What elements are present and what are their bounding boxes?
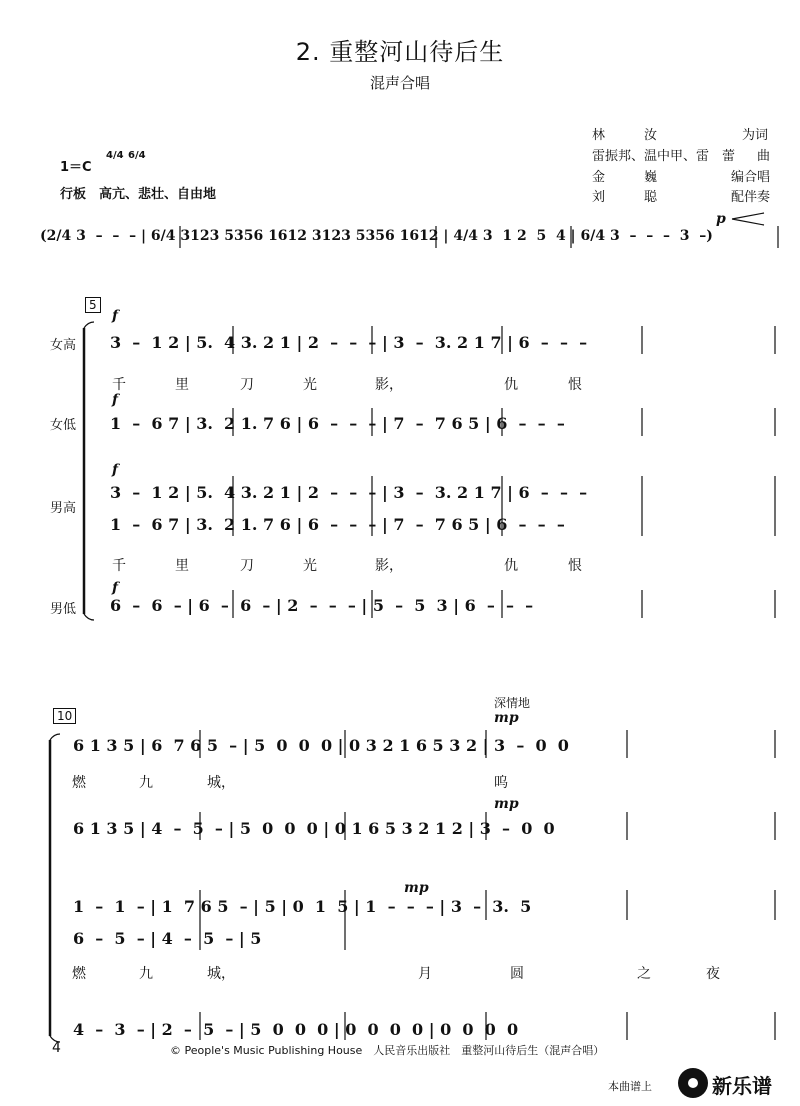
lyric-syllable: 里: [175, 377, 189, 393]
key-signature: 1＝C: [60, 160, 92, 175]
tempo-marking: 行板 高亢、悲壮、自由地: [60, 187, 217, 202]
lyric-syllable: 刀: [240, 558, 254, 574]
lyric-syllable: 影，: [375, 558, 403, 574]
footer-copyright: © People's Music Publishing House 人民音乐出版社 重整河山待后生（混声合唱）: [170, 1044, 605, 1057]
lyricist-name: 林 汝: [592, 128, 658, 143]
lyric-syllable: 九: [139, 775, 153, 791]
lyric-syllable: 之: [637, 966, 651, 982]
lyric-syllable: 燃: [72, 775, 86, 791]
lyricist-role: 为词: [742, 128, 769, 143]
dynamic-mp-tenor: mp: [404, 880, 429, 896]
time-signature-2: 6/4: [128, 150, 146, 161]
tenor-upper-line-1: 3 – 1 2 | 5. 4 3. 2 1 | 2 – – – | 3 – 3. 2 1 7 | 6 – – –: [110, 483, 588, 502]
bass-line-2: 4 – 3 – | 2 – 5 – | 5 0 0 0 | 0 0 0 0 | 0 0 0 0: [73, 1020, 519, 1039]
part-label-tenor: 男高: [50, 501, 77, 516]
composer-name: 雷振邦、温中甲、雷 蕾: [592, 149, 736, 164]
dynamic-f-alto: f: [112, 392, 119, 408]
time-signature-1: 4/4: [106, 150, 124, 161]
dynamic-f-bass: f: [112, 580, 119, 596]
lyric-syllable: 燃: [72, 966, 86, 982]
lyric-syllable: 城，: [207, 966, 235, 982]
part-label-alto: 女低: [50, 418, 77, 433]
part-label-bass: 男低: [50, 602, 77, 617]
tenor-lower-line-2: 6 – 5 – | 4 – 5 – | 5: [73, 929, 262, 948]
lyric-syllable: 城，: [207, 775, 235, 791]
dynamic-f-soprano: f: [112, 308, 119, 324]
intro-line: (2/4 3 – – – | 6/4 3123 5356 1612 3123 5356 1612 | 4/4 3 1 2 5 4 | 6/4 3 – – – 3 –): [40, 228, 713, 244]
page-title: 2. 重整河山待后生: [295, 38, 505, 66]
lyric-syllable: 圆: [510, 966, 524, 982]
dynamic-mp-alto: mp: [494, 796, 519, 812]
soprano-line-1: 3 – 1 2 | 5. 4 3. 2 1 | 2 – – – | 3 – 3. 2 1 7 | 6 – – –: [110, 333, 588, 352]
arranger-role: 编合唱: [731, 170, 771, 185]
bass-line-1: 6 – 6 – | 6 – 6 – | 2 – – – | 5 – 5 3 | 6 – – –: [110, 596, 534, 615]
lyric-syllable: 呜: [494, 775, 508, 791]
site-logo[interactable]: 新乐谱: [712, 1074, 772, 1098]
page-number: 4: [52, 1040, 61, 1056]
lyric-syllable: 千: [112, 558, 126, 574]
accompanist-name: 刘 聪: [592, 190, 658, 205]
rehearsal-mark-10: 10: [53, 708, 76, 724]
lyric-syllable: 光: [303, 377, 317, 393]
dynamic-p-intro: p: [716, 211, 726, 227]
lyric-syllable: 九: [139, 966, 153, 982]
alto-line-1: 1 – 6 7 | 3. 2 1. 7 6 | 6 – – – | 7 – 7 6 5 | 6 – – –: [110, 414, 565, 433]
lyric-syllable: 恨: [568, 377, 582, 393]
lyric-syllable: 夜: [706, 966, 720, 982]
logo-disc-icon: [678, 1068, 708, 1098]
tenor-lower-line-1: 1 – 6 7 | 3. 2 1. 7 6 | 6 – – – | 7 – 7 6 5 | 6 – – –: [110, 515, 565, 534]
soprano-line-2: 6 1 3 5 | 6 7 6 5 – | 5 0 0 0 | 0 3 2 1 6 5 3 2 | 3 – 0 0: [73, 736, 569, 755]
lyric-syllable: 千: [112, 377, 126, 393]
page-subtitle: 混声合唱: [369, 74, 430, 92]
lyric-syllable: 仇: [504, 377, 518, 393]
lyric-syllable: 影，: [375, 377, 403, 393]
lyric-syllable: 恨: [568, 558, 582, 574]
alto-line-2: 6 1 3 5 | 4 – 5 – | 5 0 0 0 | 0 1 6 5 3 2 1 2 | 3 – 0 0: [73, 819, 555, 838]
dynamic-f-tenor: f: [112, 462, 119, 478]
dynamic-mp-soprano: mp: [494, 710, 519, 726]
composer-role: 曲: [757, 149, 771, 164]
arranger-name: 金 巍: [592, 170, 658, 185]
lyric-syllable: 里: [175, 558, 189, 574]
tenor-upper-line-2: 1 – 1 – | 1 7 6 5 – | 5 | 0 1 5 | 1 – – – | 3 – 3. 5: [73, 897, 532, 916]
lyric-syllable: 光: [303, 558, 317, 574]
rehearsal-mark-5: 5: [85, 297, 101, 313]
lyric-syllable: 月: [418, 966, 432, 982]
lyric-syllable: 刀: [240, 377, 254, 393]
part-label-soprano: 女高: [50, 338, 77, 353]
accompanist-role: 配伴奏: [731, 190, 771, 205]
watermark-text: 本曲谱上: [608, 1080, 652, 1093]
expression-marking: 深情地: [494, 696, 531, 710]
lyric-syllable: 仇: [504, 558, 518, 574]
barlines: [50, 213, 778, 1042]
